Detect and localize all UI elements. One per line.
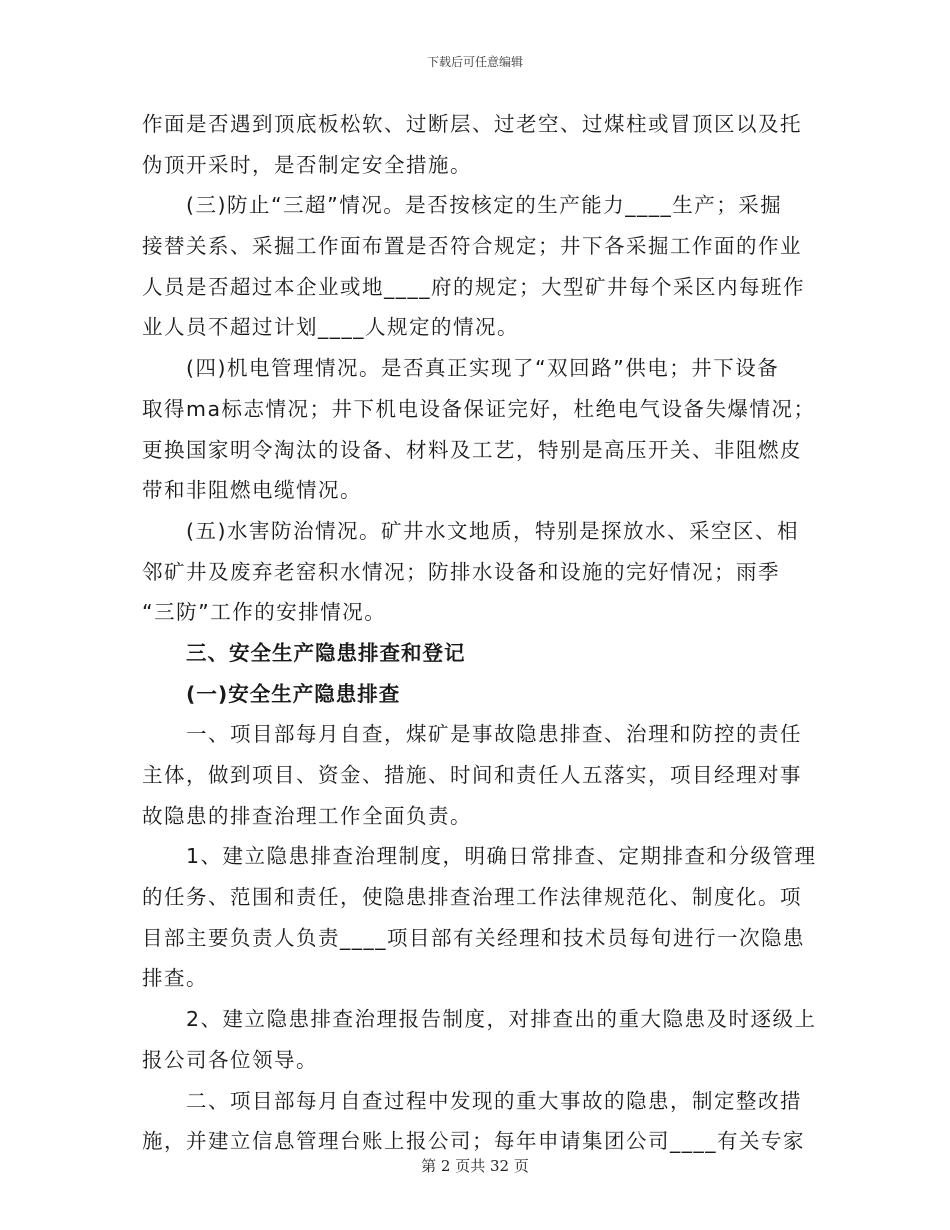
text-line: 业人员不超过计划____人规定的情况。 — [142, 315, 519, 340]
paragraph-start: (三)防止“三超”情况。是否按核定的生产能力____生产；采掘 — [186, 193, 783, 218]
body-text — [142, 104, 817, 1162]
paragraph-start: 1、建立隐患排查治理制度，明确日常排查、定期排查和分级管理 — [186, 844, 817, 869]
text-line: 邻矿井及废弃老窑积水情况；防排水设备和设施的完好情况；雨季 — [142, 559, 780, 584]
header-note: 下载后可任意编辑 — [426, 55, 523, 69]
text-line: 作面是否遇到顶底板松软、过断层、过老空、过煤柱或冒顶区以及托 — [142, 112, 802, 136]
text-line: 目部主要负责人负责____项目部有关经理和技术员每旬进行一次隐患 — [142, 925, 805, 950]
text-line: 人员是否超过本企业或地____府的规定；大型矿井每个采区内每班作 — [142, 274, 805, 299]
paragraph-start: (四)机电管理情况。是否真正实现了“双回路”供电；井下设备 — [186, 356, 780, 381]
paragraph-start: 2、建立隐患排查治理报告制度，对排查出的重大隐患及时逐级上 — [186, 1007, 817, 1032]
text-line: 接替关系、采掘工作面布置是否符合规定；井下各采掘工作面的作业 — [142, 234, 802, 259]
text-line: 更换国家明令淘汰的设备、材料及工艺，特别是高压开关、非阻燃皮 — [142, 437, 802, 462]
text-line: 取得ma标志情况；井下机电设备保证完好，杜绝电气设备失爆情况； — [142, 396, 816, 421]
text-line: 带和非阻燃电缆情况。 — [142, 478, 362, 503]
paragraph-start: 二、项目部每月自查过程中发现的重大事故的隐患，制定整改措 — [186, 1088, 802, 1113]
text-line: 伪顶开采时，是否制定安全措施。 — [142, 152, 472, 177]
text-line: 施，并建立信息管理台账上报公司；每年申请集团公司____有关专家 — [142, 1129, 805, 1154]
text-line: “三防”工作的安排情况。 — [142, 600, 387, 625]
text-line: 主体，做到项目、资金、措施、时间和责任人五落实，项目经理对事 — [142, 763, 802, 787]
text-line: 排查。 — [142, 966, 208, 991]
paragraph-start: 一、项目部每月自查，煤矿是事故隐患排查、治理和防控的责任 — [186, 722, 802, 747]
page-number: 第 2 页共 32 页 — [421, 1157, 529, 1175]
paragraph-start: (五)水害防治情况。矿井水文地质，特别是探放水、采空区、相 — [186, 518, 799, 543]
section-heading: 三、安全生产隐患排查和登记 — [186, 640, 466, 665]
subsection-heading: (一)安全生产隐患排查 — [186, 681, 401, 706]
text-line: 报公司各位领导。 — [142, 1047, 318, 1072]
text-line: 的任务、范围和责任，使隐患排查治理工作法律规范化、制度化。项 — [142, 885, 802, 910]
text-line: 故隐患的排查治理工作全面负责。 — [142, 803, 472, 828]
